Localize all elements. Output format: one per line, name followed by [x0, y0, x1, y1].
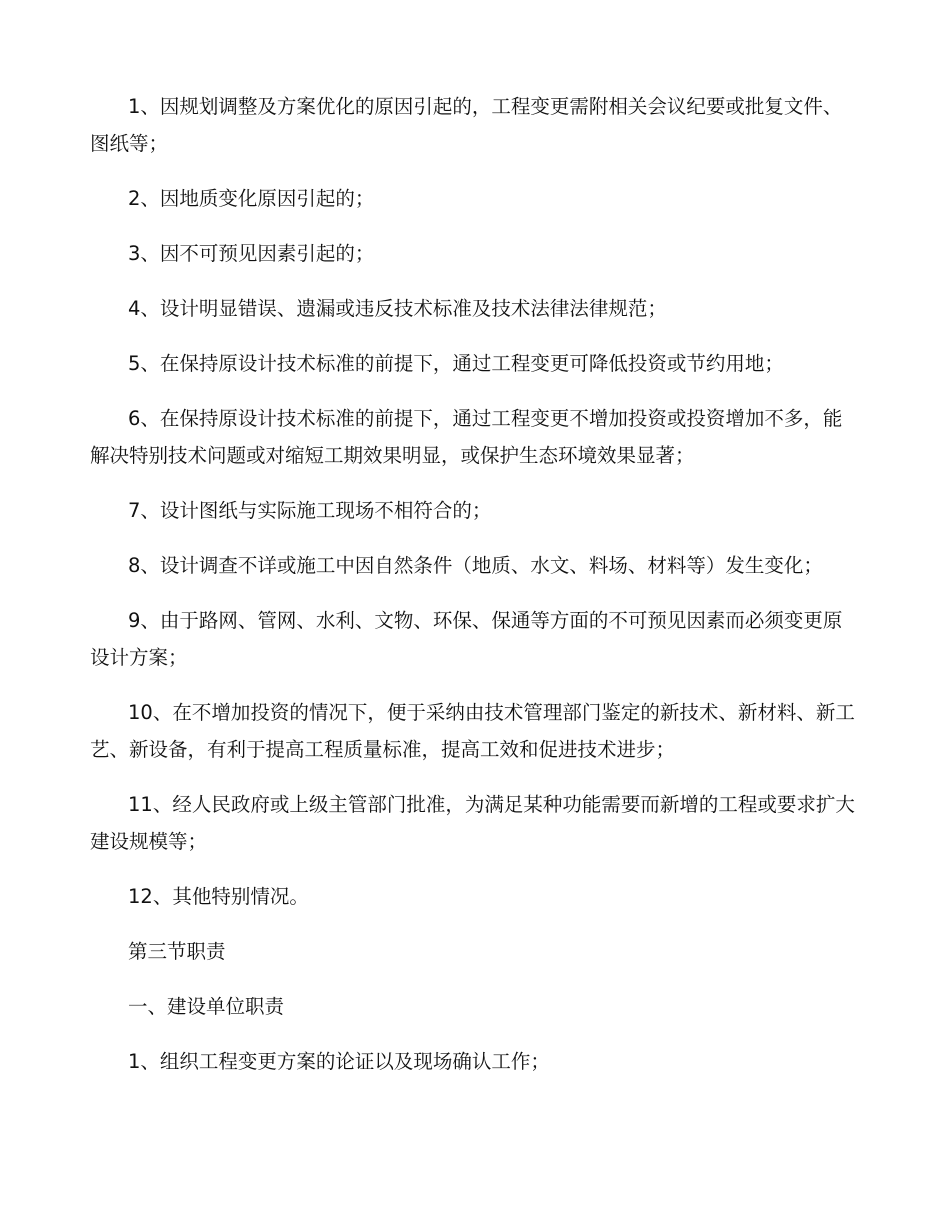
document-body — [90, 88, 860, 1098]
list-item-7: 7、设计图纸与实际施工现场不相符合的； — [128, 499, 492, 522]
list-item-5: 5、在保持原设计技术标准的前提下，通过工程变更可降低投资或节约用地； — [128, 352, 784, 375]
list-item-2: 2、因地质变化原因引起的； — [128, 187, 375, 210]
list-item-10: 10、在不增加投资的情况下，便于采纳由技术管理部门鉴定的新技术、新材料、新工艺、新设备，有利于提高工程质量标准，提高工效和促进技术进步； — [90, 701, 855, 761]
list-item-6: 6、在保持原设计技术标准的前提下，通过工程变更不增加投资或投资增加不多，能解决特别技术问题或对缩短工期效果明显，或保护生态环境效果显著； — [90, 407, 843, 467]
sub-list-item-1: 1、组织工程变更方案的论证以及现场确认工作； — [128, 1050, 550, 1073]
list-item-12: 12、其他特别情况。 — [128, 885, 309, 908]
list-item-4: 4、设计明显错误、遗漏或违反技术标准及技术法律法律规范； — [128, 297, 667, 320]
list-item-8: 8、设计调查不详或施工中因自然条件（地质、水文、料场、材料等）发生变化； — [128, 554, 823, 577]
list-item-1: 1、因规划调整及方案优化的原因引起的，工程变更需附相关会议纪要或批复文件、图纸等； — [90, 95, 843, 155]
list-item-11: 11、经人民政府或上级主管部门批准，为满足某种功能需要而新增的工程或要求扩大建设规模等； — [90, 793, 855, 853]
list-item-3: 3、因不可预见因素引起的； — [128, 242, 375, 265]
subsection-title: 一、建设单位职责 — [128, 995, 285, 1018]
section-title: 第三节职责 — [128, 940, 226, 963]
list-item-9: 9、由于路网、管网、水利、文物、环保、保通等方面的不可预见因素而必须变更原设计方案； — [90, 609, 843, 669]
